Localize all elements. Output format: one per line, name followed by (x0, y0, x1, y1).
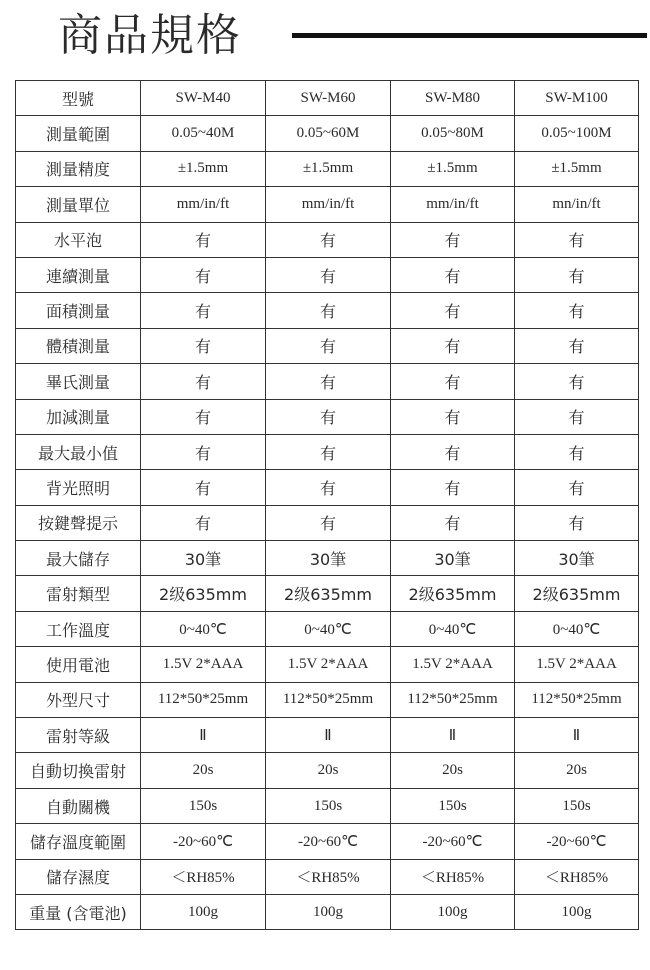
model-header-cell: SW-M40 (141, 81, 266, 116)
value-cell: 有 (266, 222, 391, 257)
value-cell: 30筆 (391, 541, 515, 576)
table-row (16, 682, 639, 717)
value-cell: ＜RH85% (266, 859, 391, 894)
value-cell: 有 (266, 293, 391, 328)
row-label-cell: 重量 (含電池) (16, 894, 141, 929)
value-cell: 有 (515, 505, 639, 540)
value-cell: 30筆 (515, 541, 639, 576)
value-cell: 有 (141, 257, 266, 292)
row-label-cell: 測量精度 (16, 151, 141, 186)
table-row (16, 718, 639, 753)
value-cell: 0~40℃ (515, 611, 639, 646)
value-cell: 1.5V 2*AAA (266, 647, 391, 682)
spec-table-body (16, 81, 639, 930)
value-cell: 0.05~60M (266, 116, 391, 151)
value-cell: 112*50*25mm (141, 682, 266, 717)
value-cell: 20s (391, 753, 515, 788)
value-cell: ±1.5mm (515, 151, 639, 186)
value-cell: mn/in/ft (515, 187, 639, 222)
value-cell: 150s (266, 788, 391, 823)
value-cell: 有 (515, 434, 639, 469)
value-cell: 112*50*25mm (515, 682, 639, 717)
value-cell: 有 (141, 399, 266, 434)
row-label-cell: 連續測量 (16, 257, 141, 292)
value-cell: 1.5V 2*AAA (391, 647, 515, 682)
value-cell: 有 (515, 364, 639, 399)
value-cell: 有 (391, 434, 515, 469)
value-cell: 2级635mm (266, 576, 391, 611)
value-cell: 112*50*25mm (391, 682, 515, 717)
value-cell: 有 (266, 257, 391, 292)
row-label-cell: 雷射等級 (16, 718, 141, 753)
value-cell: 有 (141, 293, 266, 328)
value-cell: 112*50*25mm (266, 682, 391, 717)
value-cell: mm/in/ft (391, 187, 515, 222)
value-cell: 30筆 (266, 541, 391, 576)
page-title: 商品規格 (58, 10, 242, 61)
value-cell: 100g (266, 894, 391, 929)
value-cell: 有 (391, 505, 515, 540)
value-cell: 有 (266, 399, 391, 434)
row-label-cell: 加減測量 (16, 399, 141, 434)
header-label-cell: 型號 (16, 81, 141, 116)
value-cell: 有 (391, 222, 515, 257)
value-cell: ±1.5mm (141, 151, 266, 186)
model-header-cell: SW-M60 (266, 81, 391, 116)
table-row (16, 611, 639, 646)
value-cell: 有 (141, 434, 266, 469)
table-row (16, 257, 639, 292)
row-label-cell: 畢氏測量 (16, 364, 141, 399)
table-row (16, 647, 639, 682)
value-cell: 2级635mm (391, 576, 515, 611)
value-cell: 有 (141, 470, 266, 505)
value-cell: 有 (515, 293, 639, 328)
value-cell: 有 (266, 505, 391, 540)
value-cell: 150s (141, 788, 266, 823)
row-label-cell: 自動切換雷射 (16, 753, 141, 788)
value-cell: 2级635mm (515, 576, 639, 611)
value-cell: mm/in/ft (266, 187, 391, 222)
value-cell: 有 (391, 399, 515, 434)
value-cell: 有 (266, 364, 391, 399)
table-row (16, 753, 639, 788)
model-header-cell: SW-M100 (515, 81, 639, 116)
row-label-cell: 按鍵聲提示 (16, 505, 141, 540)
value-cell: 有 (266, 328, 391, 363)
value-cell: 30筆 (141, 541, 266, 576)
value-cell: Ⅱ (266, 718, 391, 753)
value-cell: 有 (391, 470, 515, 505)
value-cell: 20s (141, 753, 266, 788)
value-cell: 有 (515, 222, 639, 257)
row-label-cell: 儲存濕度 (16, 859, 141, 894)
row-label-cell: 雷射類型 (16, 576, 141, 611)
value-cell: -20~60℃ (515, 824, 639, 859)
row-label-cell: 儲存溫度範圍 (16, 824, 141, 859)
row-label-cell: 最大儲存 (16, 541, 141, 576)
value-cell: 100g (141, 894, 266, 929)
value-cell: 有 (141, 328, 266, 363)
row-label-cell: 最大最小值 (16, 434, 141, 469)
value-cell: 1.5V 2*AAA (141, 647, 266, 682)
value-cell: 2级635mm (141, 576, 266, 611)
table-row (16, 116, 639, 151)
value-cell: 有 (141, 222, 266, 257)
row-label-cell: 測量範圍 (16, 116, 141, 151)
table-row (16, 576, 639, 611)
table-row (16, 470, 639, 505)
table-row (16, 894, 639, 929)
table-row (16, 222, 639, 257)
value-cell: 有 (141, 364, 266, 399)
table-header-row (16, 81, 639, 116)
row-label-cell: 背光照明 (16, 470, 141, 505)
value-cell: mm/in/ft (141, 187, 266, 222)
table-row (16, 399, 639, 434)
row-label-cell: 外型尺寸 (16, 682, 141, 717)
value-cell: 0.05~100M (515, 116, 639, 151)
value-cell: 20s (266, 753, 391, 788)
table-row (16, 434, 639, 469)
value-cell: -20~60℃ (266, 824, 391, 859)
value-cell: ＜RH85% (141, 859, 266, 894)
value-cell: 有 (266, 434, 391, 469)
value-cell: 有 (515, 257, 639, 292)
value-cell: 有 (515, 328, 639, 363)
table-row (16, 859, 639, 894)
value-cell: 0~40℃ (391, 611, 515, 646)
table-row (16, 293, 639, 328)
value-cell: 100g (515, 894, 639, 929)
value-cell: 有 (141, 505, 266, 540)
value-cell: 150s (391, 788, 515, 823)
value-cell: ±1.5mm (391, 151, 515, 186)
value-cell: 100g (391, 894, 515, 929)
table-row (16, 788, 639, 823)
value-cell: 有 (391, 257, 515, 292)
value-cell: ±1.5mm (266, 151, 391, 186)
row-label-cell: 使用電池 (16, 647, 141, 682)
table-row (16, 364, 639, 399)
table-row (16, 824, 639, 859)
value-cell: 有 (266, 470, 391, 505)
table-row (16, 151, 639, 186)
value-cell: Ⅱ (391, 718, 515, 753)
row-label-cell: 體積測量 (16, 328, 141, 363)
table-row (16, 541, 639, 576)
value-cell: 有 (391, 328, 515, 363)
value-cell: 0.05~40M (141, 116, 266, 151)
value-cell: 有 (515, 399, 639, 434)
value-cell: 有 (515, 470, 639, 505)
table-row (16, 328, 639, 363)
value-cell: -20~60℃ (141, 824, 266, 859)
row-label-cell: 工作溫度 (16, 611, 141, 646)
value-cell: Ⅱ (515, 718, 639, 753)
model-header-cell: SW-M80 (391, 81, 515, 116)
row-label-cell: 面積測量 (16, 293, 141, 328)
row-label-cell: 水平泡 (16, 222, 141, 257)
value-cell: 1.5V 2*AAA (515, 647, 639, 682)
value-cell: 有 (391, 364, 515, 399)
spec-table (15, 80, 639, 930)
value-cell: 150s (515, 788, 639, 823)
value-cell: ＜RH85% (391, 859, 515, 894)
value-cell: -20~60℃ (391, 824, 515, 859)
value-cell: 0.05~80M (391, 116, 515, 151)
value-cell: 0~40℃ (141, 611, 266, 646)
value-cell: Ⅱ (141, 718, 266, 753)
table-row (16, 187, 639, 222)
value-cell: 有 (391, 293, 515, 328)
value-cell: 20s (515, 753, 639, 788)
table-row (16, 505, 639, 540)
value-cell: ＜RH85% (515, 859, 639, 894)
title-rule-divider (292, 33, 647, 38)
row-label-cell: 自動關機 (16, 788, 141, 823)
row-label-cell: 測量單位 (16, 187, 141, 222)
value-cell: 0~40℃ (266, 611, 391, 646)
